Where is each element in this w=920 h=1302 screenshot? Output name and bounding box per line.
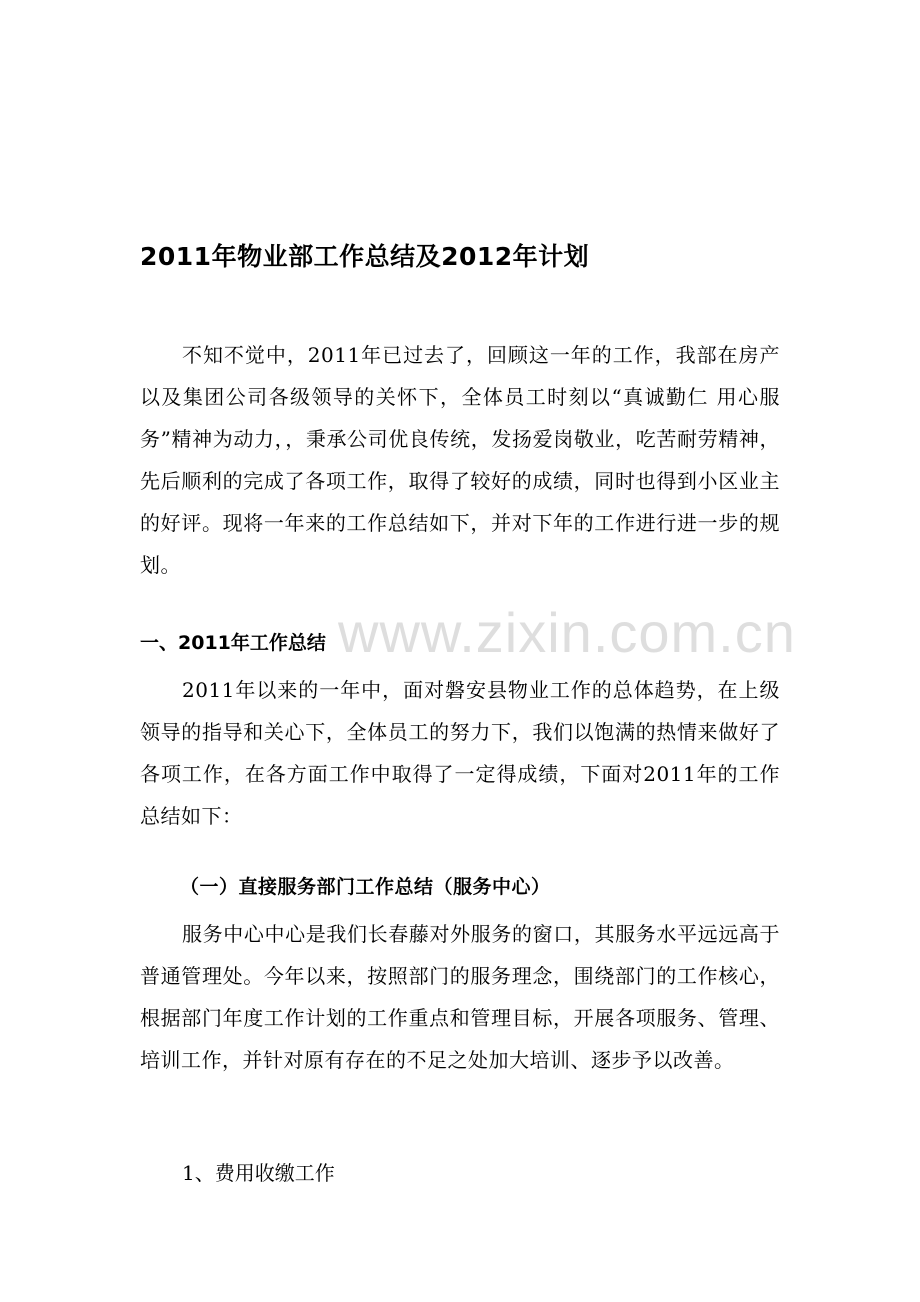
- list-item-heading: 1、费用收缴工作: [182, 1161, 335, 1185]
- intro-paragraph: 不知不觉中，2011年已过去了，回顾这一年的工作，我部在房产以及集团公司各级领导的关怀下，全体员工时刻以“真诚勤仁 用心服务”精神为动力，，秉承公司优良传统，发扬爱岗敬业，吃苦耐劳精神，先后顺利的完成了各项工作，取得了较好的成绩，同时也得到小区业主的好评。现将一年来的工作总结如下，并对下年的工作进行进一步的规划。: [140, 343, 780, 577]
- watermark: www.zixin.com.cn: [338, 601, 796, 664]
- document-title: 2011年物业部工作总结及2012年计划: [140, 242, 590, 271]
- section-heading: 一、2011年工作总结: [140, 632, 326, 654]
- subsection-paragraph: 服务中心中心是我们长春藤对外服务的窗口，其服务水平远远高于普通管理处。今年以来，按照部门的服务理念，围绕部门的工作核心，根据部门年度工作计划的工作重点和管理目标，开展各项服务、管理、培训工作，并针对原有存在的不足之处加大培训、逐步予以改善。: [140, 922, 780, 1072]
- section-paragraph: 2011年以来的一年中，面对磐安县物业工作的总体趋势，在上级领导的指导和关心下，全体员工的努力下，我们以饱满的热情来做好了各项工作，在各方面工作中取得了一定得成绩，下面对2011年的工作总结如下：: [140, 678, 780, 828]
- subsection-heading: （一）直接服务部门工作总结（服务中心）: [180, 876, 551, 898]
